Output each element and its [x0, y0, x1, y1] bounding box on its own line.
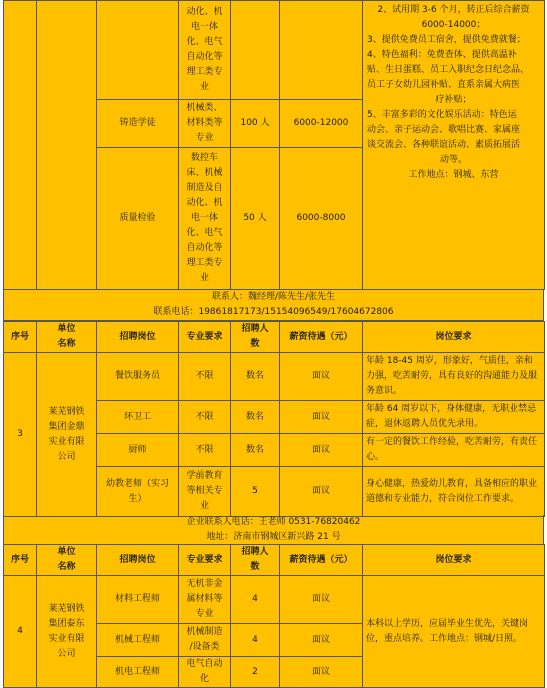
major-cell: 机械类、 材料类等 专业 [179, 100, 231, 148]
position-cell: 质量检验 [97, 148, 179, 290]
requirement-cell: 年龄 64 周岁以下，身体健康，无职业禁忌症，退休返聘人员优先录用。 [363, 401, 545, 434]
contact-phone: 企业联系人电话：王老师 0531-76820462 [186, 517, 361, 527]
salary-cell: 面议 [280, 467, 363, 517]
seq-cell: 4 [4, 576, 37, 688]
company2-contact [3, 289, 544, 321]
requirement-cell: 年龄 18-45 周岁，形象好，气质佳，亲和力强，吃苦耐劳，具有良好的沟通能力及服务意识。 [363, 353, 545, 401]
count-cell: 数名 [231, 434, 280, 467]
salary-cell: 面议 [280, 353, 363, 401]
header-salary: 薪资待遇（元） [280, 322, 363, 353]
count-cell: 5 [231, 467, 280, 517]
count-cell: 数名 [231, 401, 280, 434]
header-position: 招聘岗位 [97, 545, 179, 576]
seq-cell [4, 1, 37, 290]
company3-table [3, 321, 545, 517]
unit-cell [37, 1, 97, 290]
salary-cell: 面议 [280, 401, 363, 434]
major-cell: 数控车 床、机械 制造及自 动化、机 电一体 化、电气 自动化等 理工类专 业 [179, 148, 231, 290]
position-cell: 机械工程师 [97, 624, 179, 657]
major-cell: 机械制造 /设备类 [179, 624, 231, 657]
position-cell: 厨师 [97, 434, 179, 467]
position-cell: 环卫工 [97, 401, 179, 434]
header-major: 专业要求 [179, 322, 231, 353]
header-requirement: 岗位要求 [363, 545, 545, 576]
salary-cell: 6000-8000 [280, 148, 363, 290]
major-cell: 不限 [179, 434, 231, 467]
header-salary: 薪资待遇（元） [280, 545, 363, 576]
unit-cell: 莱芜钢铁 集团泰东 实业有限 公司 [37, 576, 97, 688]
salary-cell: 面议 [280, 624, 363, 657]
recruitment-sheet [3, 0, 544, 687]
unit-cell: 莱芜钢铁 集团金鼎 实业有限 公司 [37, 353, 97, 517]
company4-table [3, 544, 545, 688]
count-cell: 2 [231, 657, 280, 688]
benefits-cell: 2、试用期 3-6 个月，转正后综合薪资 6000-14000； 3、提供免费员工宿舍，提供免费就餐； 4、特色福利：免费查体、提供高温补 贴、生日蛋糕、员工入职纪念日纪念品、 员工子女幼儿园补贴、直系亲属大病医 疗补贴； 5、丰富多彩的文化娱乐活动：特色运 动会、亲子运动会、歌唱比赛、家属座 谈交流会、各种联谊活动、素质拓展活 动等。 工作地点：钢城、东营 [363, 1, 545, 290]
count-cell: 数名 [231, 353, 280, 401]
salary-cell: 6000-12000 [280, 100, 363, 148]
seq-cell: 3 [4, 353, 37, 517]
header-requirement: 岗位要求 [363, 322, 545, 353]
position-cell: 餐饮服务员 [97, 353, 179, 401]
header-seq: 序号 [4, 545, 37, 576]
company2-table [3, 0, 545, 290]
major-cell: 动化、机 电一体 化、电气 自动化等 理工类专 业 [179, 1, 231, 100]
count-cell: 4 [231, 624, 280, 657]
address: 地址：济南市钢城区新兴路 21 号 [206, 532, 341, 542]
header-unit: 单位 名称 [37, 545, 97, 576]
major-cell: 无机非金 属材料等 专业 [179, 576, 231, 624]
salary-cell: 面议 [280, 434, 363, 467]
major-cell: 不限 [179, 353, 231, 401]
position-cell [97, 1, 179, 100]
major-cell: 学前教育 等相关专 业 [179, 467, 231, 517]
header-seq: 序号 [4, 322, 37, 353]
header-count: 招聘人 数 [231, 322, 280, 353]
salary-cell [280, 1, 363, 100]
header-position: 招聘岗位 [97, 322, 179, 353]
salary-cell: 面议 [280, 657, 363, 688]
count-cell: 50 人 [231, 148, 280, 290]
count-cell: 100 人 [231, 100, 280, 148]
header-major: 专业要求 [179, 545, 231, 576]
count-cell [231, 1, 280, 100]
header-count: 招聘人 数 [231, 545, 280, 576]
position-cell: 材料工程师 [97, 576, 179, 624]
salary-cell: 面议 [280, 576, 363, 624]
position-cell: 幼教老师（实习 生） [97, 467, 179, 517]
company3-contact [3, 515, 544, 545]
requirement-cell: 有一定的餐饮工作经验，吃苦耐劳，有责任心。 [363, 434, 545, 467]
position-cell: 机电工程师 [97, 657, 179, 688]
count-cell: 4 [231, 576, 280, 624]
contact-people: 联系人：魏经理/陈先生/张先生 [211, 292, 336, 302]
major-cell: 电气自动 化 [179, 657, 231, 688]
position-cell: 铸造学徒 [97, 100, 179, 148]
major-cell: 不限 [179, 401, 231, 434]
contact-phone: 联系电话：19861817173/15154096549/17604672806 [153, 307, 394, 317]
requirement-cell: 本科以上学历，应届毕业生优先，关键岗位，重点培养。工作地点：钢城/日照。 [363, 576, 545, 688]
header-unit: 单位 名称 [37, 322, 97, 353]
requirement-cell: 身心健康，热爱幼儿教育，具备相应的职业道德和专业能力，符合岗位工作要求。 [363, 467, 545, 517]
